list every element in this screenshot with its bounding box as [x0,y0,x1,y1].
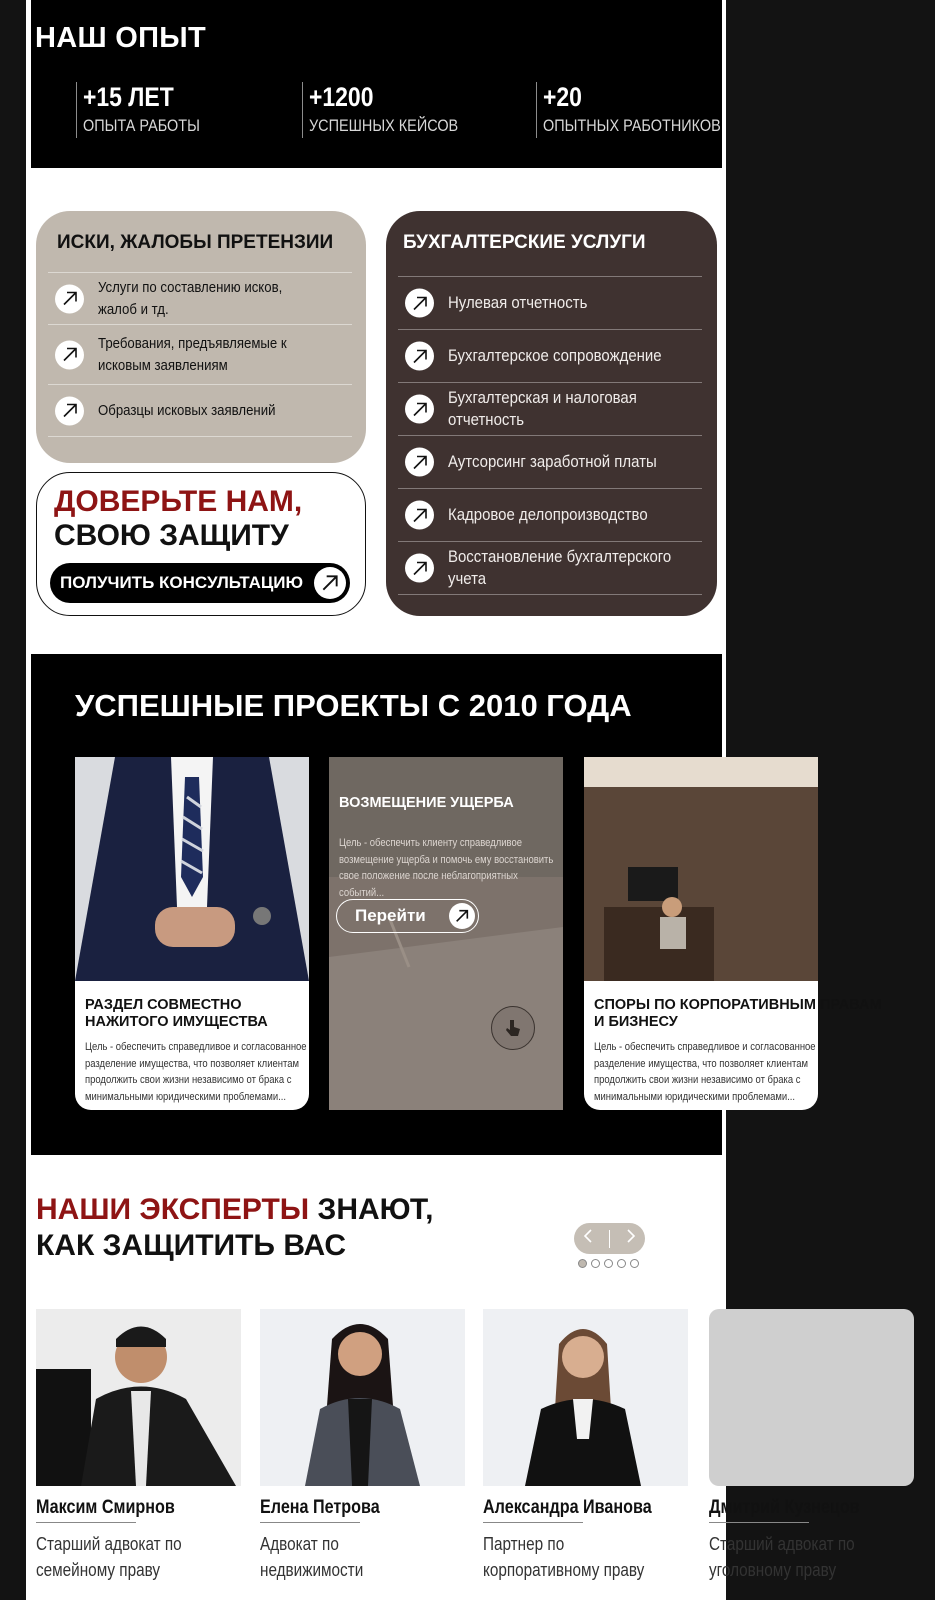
arrow-up-right-icon [55,284,84,313]
expert-card[interactable] [36,1309,241,1583]
expert-name: Александра Иванова [483,1497,652,1518]
slider-dot[interactable] [578,1259,587,1268]
lawsuits-card [36,211,366,463]
stat-label: ОПЫТНЫХ РАБОТНИКОВ [543,116,721,135]
accounting-item-label: Бухгалтерская и налоговая отчетность [448,388,637,429]
expert-name: Елена Петрова [260,1497,380,1518]
stat-label: УСПЕШНЫХ КЕЙСОВ [309,116,459,135]
slider-dots [578,1259,639,1268]
trust-heading: СВОЮ ЗАЩИТУ [54,519,289,552]
expert-role: Старший адвокат по уголовному праву [709,1534,855,1580]
stat-employees [536,82,752,138]
experts-heading-red: НАШИ ЭКСПЕРТЫ [36,1193,310,1226]
project-description: Цель - обеспечить справедливое и согласованное разделение имущества, что позволяет клиентам продолжить свои жизни независимо от брака с минимальными юридическими проблемами... [85,1041,307,1103]
lawsuits-item[interactable] [48,385,352,437]
expert-portrait [36,1309,241,1486]
stat-years [76,82,221,138]
arrow-up-right-icon [405,554,434,583]
slider-divider [609,1230,610,1248]
project-description: Цель - обеспечить справедливое и согласованное разделение имущества, что позволяет клиентам продолжить свои жизни независимо от брака с минимальными юридическими проблемами... [594,1041,816,1103]
accounting-item[interactable] [398,330,702,383]
project-go-button[interactable] [336,899,479,933]
stat-cases [302,82,485,138]
projects-section [31,654,882,1155]
lawsuits-item[interactable] [48,325,352,385]
consultation-button[interactable] [50,563,350,603]
lawsuits-title: ИСКИ, ЖАЛОБЫ ПРЕТЕНЗИИ [57,232,334,253]
expert-card[interactable] [709,1309,914,1583]
project-card[interactable] [75,757,309,1110]
expert-card[interactable] [483,1309,688,1583]
experience-section [31,0,722,168]
accounting-title: БУХГАЛТЕРСКИЕ УСЛУГИ [403,232,646,253]
arrow-up-right-icon [405,448,434,477]
expert-name: Дмитрий Кузнецов [709,1497,860,1518]
page [26,0,882,1600]
expert-photo [483,1309,688,1486]
expert-photo [709,1309,914,1486]
accounting-card [386,211,717,616]
expert-divider [36,1522,136,1523]
stat-label: ОПЫТА РАБОТЫ [83,116,200,135]
arrow-up-right-icon [405,289,434,318]
accounting-item-label: Аутсорсинг заработной платы [448,452,657,471]
expert-role: Старший адвокат по семейному праву [36,1534,182,1580]
arrow-up-right-icon [55,396,84,425]
stat-value: +1200 [309,82,374,112]
experts-heading-line2: КАК ЗАЩИТИТЬ ВАС [36,1229,347,1262]
arrow-up-right-icon [449,903,475,929]
experience-title: НАШ ОПЫТ [35,22,206,54]
slider-dot[interactable] [591,1259,600,1268]
project-description: Цель - обеспечить клиенту справедливое возмещение ущерба и помочь ему восстановить свое положение после неблагоприятных событий... [339,837,554,899]
project-title: СПОРЫ ПО КОРПОРАТИВНЫМ ПРАВАМ И БИЗНЕСУ [594,997,882,1030]
arrow-up-right-icon [405,395,434,424]
accounting-item[interactable] [398,489,702,542]
go-button-label: Перейти [355,906,426,925]
expert-portrait [483,1309,688,1486]
stat-value: +15 ЛЕТ [83,82,174,112]
arrow-up-right-icon [405,501,434,530]
slider-controls [574,1223,645,1254]
lawsuits-item[interactable] [48,273,352,325]
expert-divider [709,1522,809,1523]
accounting-item[interactable] [398,542,702,595]
chevron-right-icon[interactable] [625,1228,637,1249]
accounting-item-label: Бухгалтерское сопровождение [448,346,662,365]
chevron-left-icon[interactable] [582,1228,594,1249]
project-card[interactable] [584,757,882,1110]
project-photo-suit [75,757,309,981]
accounting-item[interactable] [398,383,702,436]
projects-title: УСПЕШНЫЕ ПРОЕКТЫ С 2010 ГОДА [75,688,632,723]
project-card-hover[interactable] [329,757,563,1110]
expert-divider [483,1522,583,1523]
lawsuits-item-label: Образцы исковых заявлений [98,401,276,419]
project-title: ВОЗМЕЩЕНИЕ УЩЕРБА [339,795,514,811]
accounting-item[interactable] [398,277,702,330]
slider-dot[interactable] [604,1259,613,1268]
project-photo-office [584,757,818,981]
trust-heading-red: ДОВЕРЬТЕ НАМ, [54,485,303,518]
arrow-up-right-icon [314,567,346,599]
accounting-item-label: Кадровое делопроизводство [448,505,648,524]
accounting-item[interactable] [398,436,702,489]
slider-dot[interactable] [617,1259,626,1268]
expert-name: Максим Смирнов [36,1497,175,1518]
expert-portrait [260,1309,465,1486]
accounting-list [398,276,702,595]
experts-heading-black: ЗНАЮТ, [309,1193,434,1226]
arrow-up-right-icon [55,340,84,369]
lawsuits-item-label: Услуги по составлению исков, жалоб и тд. [98,278,283,318]
tap-gesture-icon [491,1006,535,1050]
project-title: РАЗДЕЛ СОВМЕСТНО НАЖИТОГО ИМУЩЕСТВА [85,997,268,1030]
experts-heading [36,1193,434,1227]
accounting-item-label: Восстановление бухгалтерского учета [448,547,672,588]
accounting-item-label: Нулевая отчетность [448,293,588,312]
expert-role: Партнер по корпоративному праву [483,1534,645,1580]
lawsuits-list [48,272,352,437]
expert-card[interactable] [260,1309,465,1583]
stat-value: +20 [543,82,582,112]
arrow-up-right-icon [405,342,434,371]
slider-dot[interactable] [630,1259,639,1268]
consultation-button-label: ПОЛУЧИТЬ КОНСУЛЬТАЦИЮ [60,573,304,592]
expert-divider [260,1522,360,1523]
trust-block [36,472,366,616]
expert-photo [260,1309,465,1486]
expert-role: Адвокат по недвижимости [260,1534,364,1580]
lawsuits-item-label: Требования, предъявляемые к исковым заявлениям [98,334,287,374]
expert-photo [36,1309,241,1486]
